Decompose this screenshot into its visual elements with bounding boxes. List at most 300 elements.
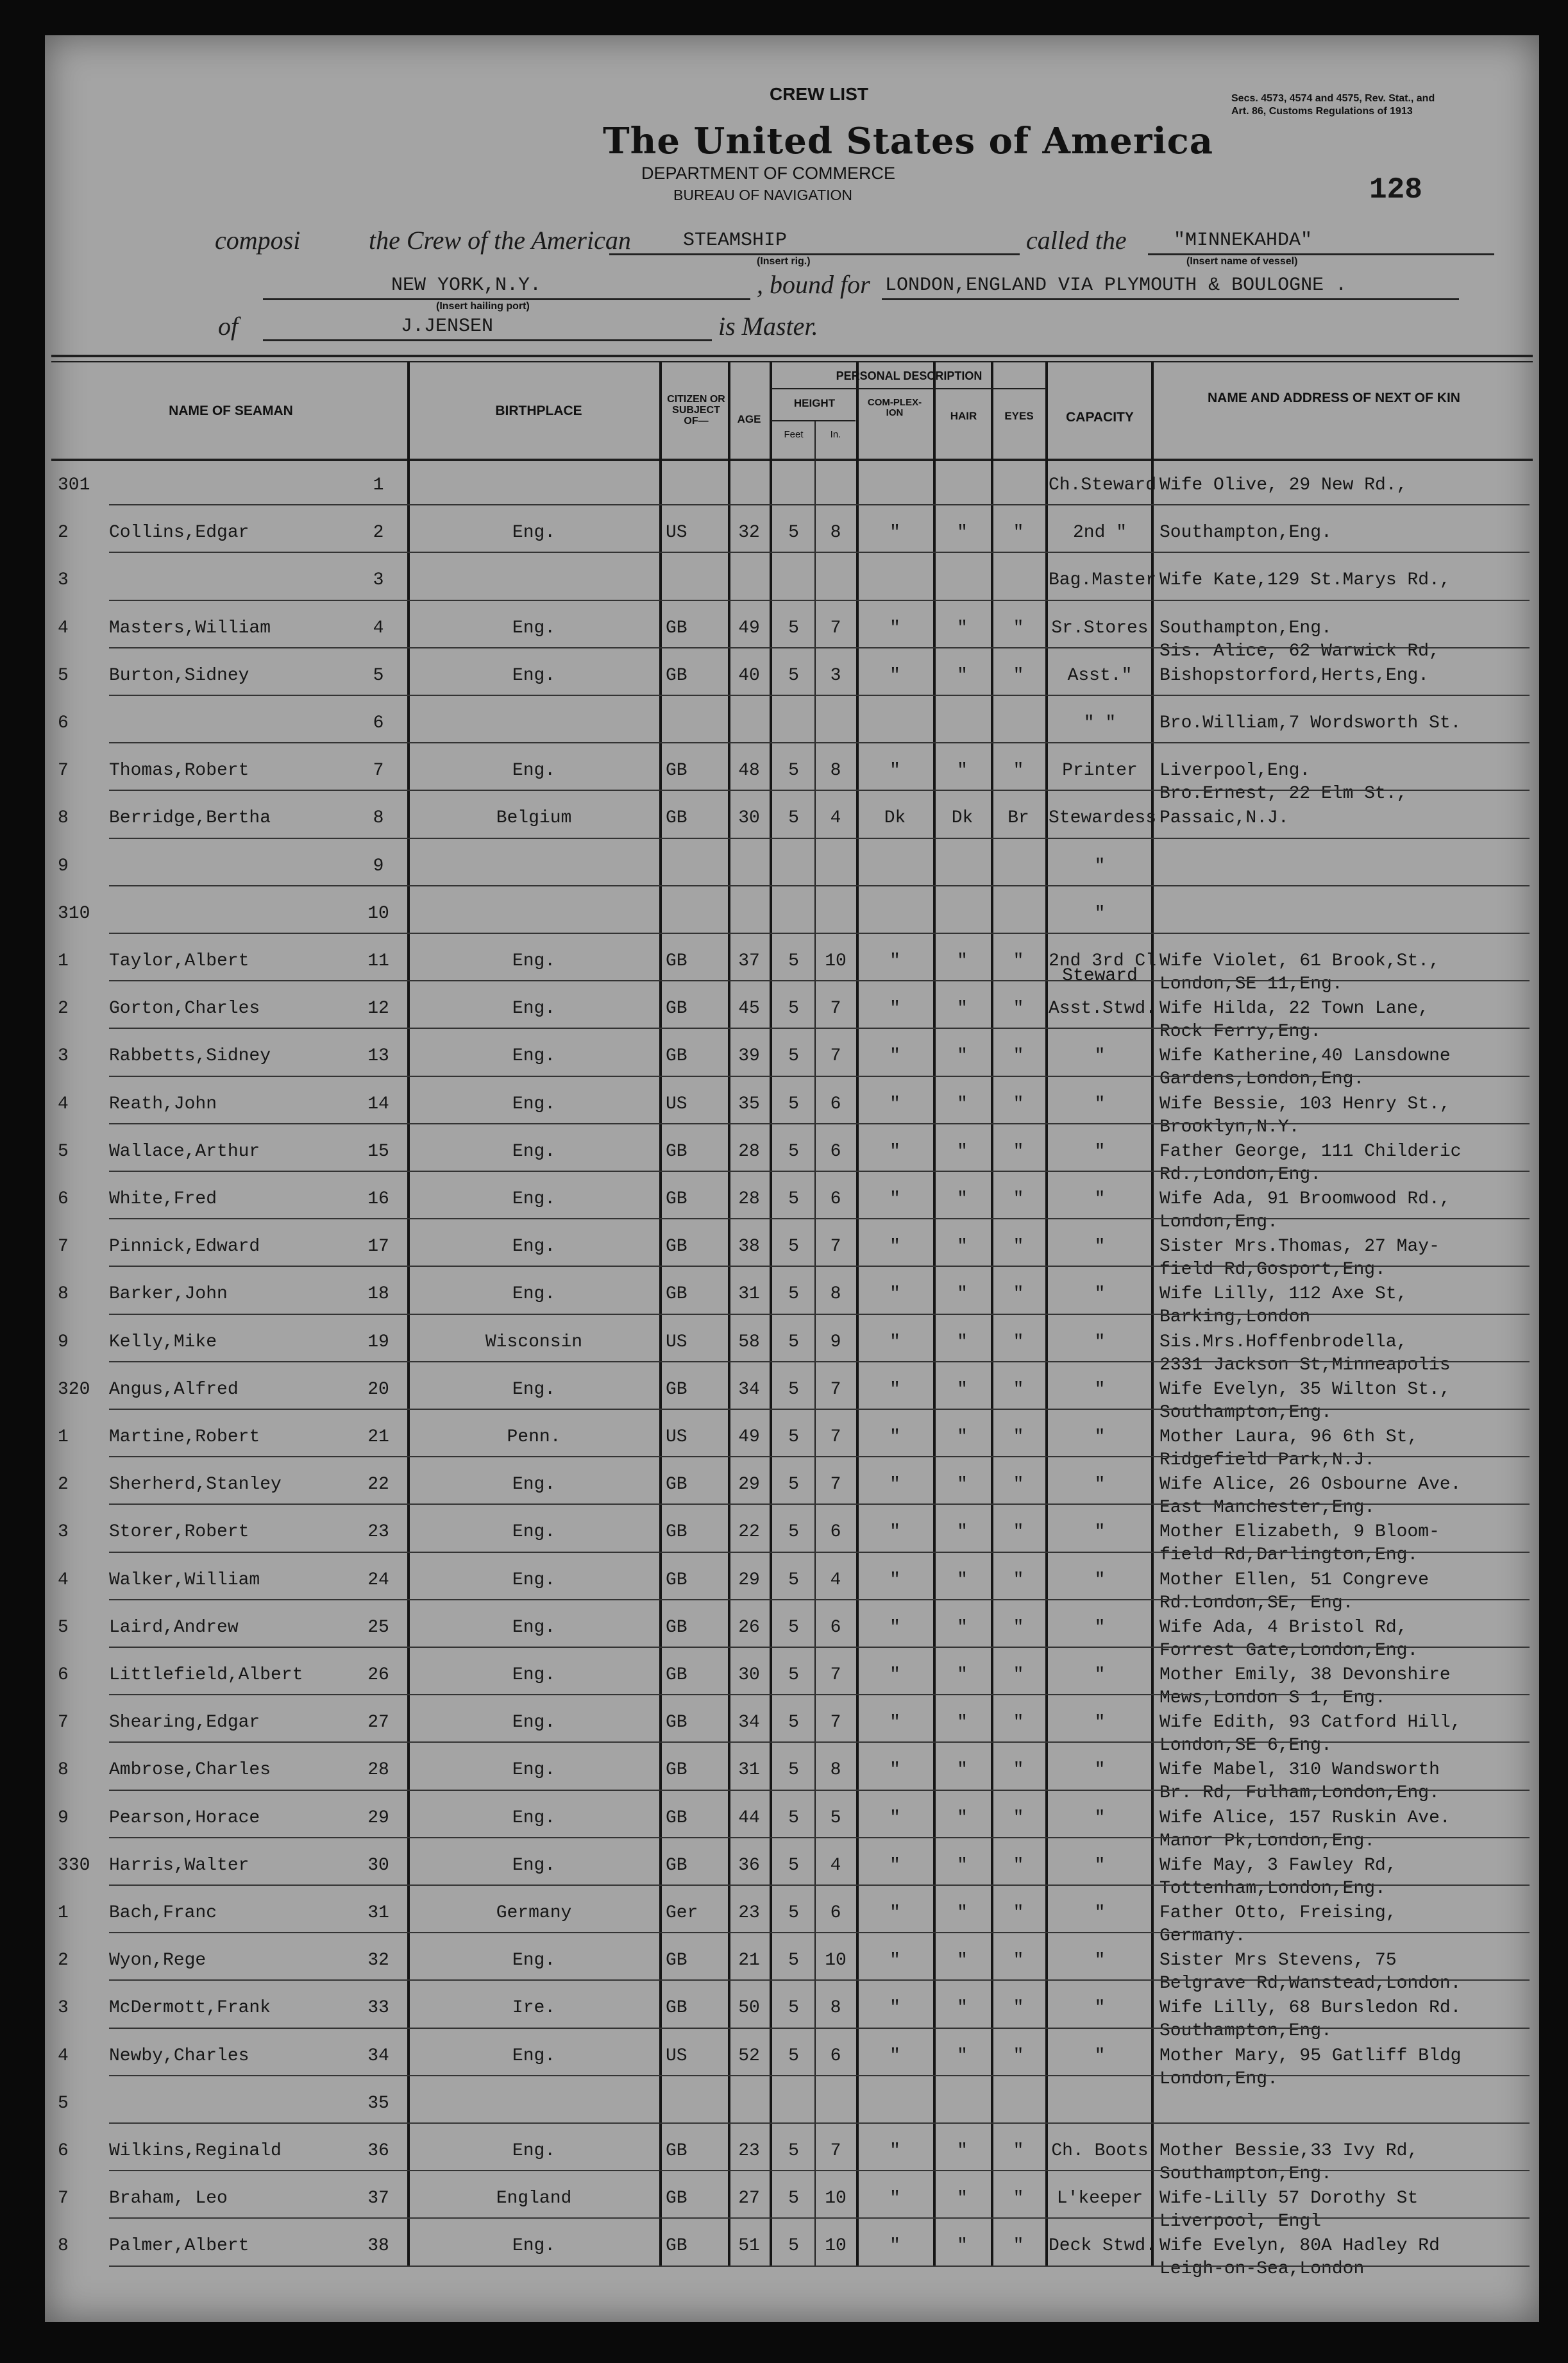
rig-note: (Insert rig.) <box>757 256 811 267</box>
seaman-name: Barker,John <box>109 1284 228 1305</box>
capacity: L'keeper <box>1056 2189 1143 2209</box>
row-prefix: 2 <box>58 1951 69 1971</box>
age: 39 <box>738 1046 760 1067</box>
seaman-name: Collins,Edgar <box>109 523 249 543</box>
row-number: 27 <box>367 1713 389 1733</box>
page-number: 128 <box>1369 173 1422 207</box>
birthplace: Eng. <box>512 1570 556 1590</box>
hair: " <box>957 1475 968 1495</box>
next-of-kin-line: Br. Rd, Fulham,London,Eng. <box>1159 1783 1440 1804</box>
hair: " <box>957 1665 968 1685</box>
hair: " <box>957 1379 968 1400</box>
table-row <box>45 462 1539 509</box>
crew-list-sheet <box>45 35 1539 2322</box>
next-of-kin-line: field Rd,Darlington,Eng. <box>1159 1545 1419 1566</box>
age: 48 <box>738 761 760 781</box>
capacity: " <box>1094 1427 1106 1447</box>
birthplace: Eng. <box>512 1094 556 1114</box>
table-row <box>45 1842 1539 1899</box>
eyes: " <box>1013 1094 1024 1114</box>
age: 29 <box>738 1475 760 1495</box>
row-number: 35 <box>367 2093 389 2113</box>
next-of-kin-line: Mother Ellen, 51 Congreve <box>1159 1570 1429 1590</box>
row-number: 5 <box>373 665 384 686</box>
capacity: " <box>1094 1903 1106 1923</box>
citizen-of: GB <box>666 1475 687 1495</box>
age: 32 <box>738 523 760 543</box>
age: 49 <box>738 618 760 638</box>
height-feet: 5 <box>788 1760 799 1781</box>
table-row <box>45 890 1539 938</box>
row-number: 36 <box>367 2141 389 2161</box>
height-inches: 7 <box>830 1427 841 1447</box>
citizen-of: GB <box>666 1808 687 1828</box>
complexion: " <box>889 1951 900 1971</box>
height-inches: 6 <box>830 1189 841 1209</box>
seaman-name: Walker,William <box>109 1570 260 1590</box>
table-row <box>45 1890 1539 1946</box>
row-prefix: 7 <box>58 761 69 781</box>
row-number: 9 <box>373 856 384 876</box>
row-number: 3 <box>373 570 384 591</box>
capacity: " <box>1094 903 1106 924</box>
eyes: " <box>1013 1237 1024 1257</box>
next-of-kin-line: Bishopstorford,Herts,Eng. <box>1159 665 1429 686</box>
complexion: " <box>889 1237 900 1257</box>
next-of-kin-line: Wife Lilly, 68 Bursledon Rd. <box>1159 1998 1462 2019</box>
birthplace: Eng. <box>512 1141 556 1162</box>
capacity: " <box>1094 1665 1106 1685</box>
height-inches: 6 <box>830 1617 841 1638</box>
seaman-name <box>109 557 385 604</box>
row-number: 7 <box>373 761 384 781</box>
citizen-of: US <box>666 1094 687 1114</box>
eyes: " <box>1013 1855 1024 1876</box>
row-number: 23 <box>367 1522 389 1543</box>
seaman-name: Littlefield,Albert <box>109 1665 303 1685</box>
table-row <box>45 1699 1539 1756</box>
complexion <box>858 890 932 938</box>
seaman-name: Masters,William <box>109 618 271 638</box>
row-prefix: 9 <box>58 1332 69 1352</box>
height-feet: 5 <box>788 1284 799 1305</box>
capacity: 2nd " <box>1072 523 1127 543</box>
next-of-kin-line: Rd.London,SE, Eng. <box>1159 1593 1354 1613</box>
row-number: 29 <box>367 1808 389 1828</box>
next-of-kin-line: Wife Evelyn, 35 Wilton St., <box>1159 1379 1451 1400</box>
eyes: " <box>1013 1903 1024 1923</box>
height-inches: 7 <box>830 1665 841 1685</box>
citizen-of: GB <box>666 1665 687 1685</box>
table-row <box>45 1081 1539 1137</box>
height-feet: 5 <box>788 1998 799 2019</box>
table-row <box>45 605 1539 661</box>
birthplace: Eng. <box>512 2141 556 2161</box>
complexion: " <box>889 2236 900 2257</box>
hair: " <box>957 2045 968 2066</box>
row-prefix: 3 <box>58 1998 69 2019</box>
age: 34 <box>738 1379 760 1400</box>
height-feet: 5 <box>788 1141 799 1162</box>
seaman-name: Wallace,Arthur <box>109 1141 260 1162</box>
birthplace <box>410 700 657 747</box>
capacity: " <box>1094 1094 1106 1114</box>
table-row <box>45 2175 1539 2232</box>
citizen-of: GB <box>666 999 687 1019</box>
next-of-kin-line: Leigh-on-Sea,London <box>1159 2259 1365 2280</box>
age: 31 <box>738 1760 760 1781</box>
height-feet: 5 <box>788 1665 799 1685</box>
age <box>730 557 768 604</box>
table-row <box>45 2033 1539 2089</box>
age: 27 <box>738 2189 760 2209</box>
next-of-kin-line: Liverpool,Eng. <box>1159 761 1311 781</box>
is-master-label: is Master. <box>718 312 818 341</box>
vessel-rig: STEAMSHIP <box>683 230 788 251</box>
complexion: Dk <box>884 808 906 829</box>
next-of-kin-line: Father Otto, Freising, <box>1159 1903 1397 1923</box>
height-inches: 7 <box>830 1046 841 1067</box>
next-of-kin-line: Sis. Alice, 62 Warwick Rd, <box>1159 641 1440 661</box>
capacity: " <box>1094 1760 1106 1781</box>
complexion: " <box>889 618 900 638</box>
height-inches: 6 <box>830 1522 841 1543</box>
capacity: Bag.Master <box>1049 570 1157 591</box>
next-of-kin-line: Wife Kate,129 St.Marys Rd., <box>1159 570 1451 591</box>
hair <box>935 890 990 938</box>
age: 49 <box>738 1427 760 1447</box>
citizen-of: GB <box>666 1617 687 1638</box>
capacity: 2nd 3rd Cl <box>1049 951 1157 971</box>
citizen-of: GB <box>666 1713 687 1733</box>
height-inches: 6 <box>830 1903 841 1923</box>
height-inches: 8 <box>830 1760 841 1781</box>
next-of-kin-line: London,SE 6,Eng. <box>1159 1736 1332 1756</box>
table-row <box>45 509 1539 557</box>
col-complexion: COM-PLEX-ION <box>867 397 922 418</box>
capacity: " <box>1094 1951 1106 1971</box>
next-of-kin-line: Mother Laura, 96 6th St, <box>1159 1427 1419 1447</box>
col-feet: Feet <box>784 429 804 440</box>
citizen-of: Ger <box>666 1903 698 1923</box>
height-feet: 5 <box>788 808 799 829</box>
row-number: 30 <box>367 1855 389 1876</box>
row-prefix: 3 <box>58 570 69 591</box>
birthplace: Ire. <box>512 1998 556 2019</box>
seaman-name <box>109 890 385 938</box>
age: 38 <box>738 1237 760 1257</box>
eyes: " <box>1013 1046 1024 1067</box>
age: 40 <box>738 665 760 686</box>
row-number: 2 <box>373 523 384 543</box>
complexion: " <box>889 761 900 781</box>
col-hair: HAIR <box>950 410 977 422</box>
complexion: " <box>889 1475 900 1495</box>
hair: " <box>957 951 968 971</box>
row-number: 12 <box>367 999 389 1019</box>
next-of-kin-line: Mews,London S 1, Eng. <box>1159 1688 1386 1708</box>
seaman-name: Ambrose,Charles <box>109 1760 271 1781</box>
height-inches: 10 <box>825 951 847 971</box>
eyes <box>993 2080 1044 2128</box>
hair: " <box>957 1237 968 1257</box>
table-row <box>45 2080 1539 2128</box>
birthplace: Eng. <box>512 1855 556 1876</box>
eyes <box>993 557 1044 604</box>
birthplace: Eng. <box>512 665 556 686</box>
table-row <box>45 1985 1539 2042</box>
complexion: " <box>889 2141 900 2161</box>
age <box>730 700 768 747</box>
seaman-name: Thomas,Robert <box>109 761 249 781</box>
age: 36 <box>738 1855 760 1876</box>
row-prefix: 6 <box>58 713 69 733</box>
row-prefix: 5 <box>58 2093 69 2113</box>
row-number: 37 <box>367 2189 389 2209</box>
table-row <box>45 1795 1539 1851</box>
height-feet: 5 <box>788 1808 799 1828</box>
citizen-of: GB <box>666 618 687 638</box>
row-number: 15 <box>367 1141 389 1162</box>
height-feet: 5 <box>788 1570 799 1590</box>
master-name: J.JENSEN <box>401 316 494 337</box>
table-row <box>45 1176 1539 1232</box>
citizen-of: GB <box>666 951 687 971</box>
complexion: " <box>889 1903 900 1923</box>
capacity: " <box>1094 1379 1106 1400</box>
citizen-of: GB <box>666 665 687 686</box>
row-number: 38 <box>367 2236 389 2257</box>
height-inches: 7 <box>830 1237 841 1257</box>
height-feet: 5 <box>788 1903 799 1923</box>
citizen-of: GB <box>666 1046 687 1067</box>
birthplace: Eng. <box>512 2236 556 2257</box>
age <box>730 2080 768 2128</box>
hair: " <box>957 1617 968 1638</box>
height-inches <box>816 843 855 890</box>
birthplace: Eng. <box>512 1951 556 1971</box>
eyes <box>993 700 1044 747</box>
birthplace: Eng. <box>512 1665 556 1685</box>
hair: " <box>957 1046 968 1067</box>
age: 30 <box>738 1665 760 1685</box>
row-number: 13 <box>367 1046 389 1067</box>
height-inches: 8 <box>830 1284 841 1305</box>
seaman-name: Shearing,Edgar <box>109 1713 260 1733</box>
row-prefix: 8 <box>58 2236 69 2257</box>
eyes: " <box>1013 1951 1024 1971</box>
row-number: 8 <box>373 808 384 829</box>
complexion: " <box>889 1141 900 1162</box>
table-row <box>45 1557 1539 1613</box>
seaman-name: Gorton,Charles <box>109 999 260 1019</box>
height-inches: 7 <box>830 1713 841 1733</box>
bureau-line: BUREAU OF NAVIGATION <box>673 187 853 203</box>
eyes: " <box>1013 2141 1024 2161</box>
hair: " <box>957 665 968 686</box>
table-row <box>45 1652 1539 1708</box>
department-line: DEPARTMENT OF COMMERCE <box>641 164 896 183</box>
height-feet: 5 <box>788 1427 799 1447</box>
seaman-name: Wilkins,Reginald <box>109 2141 282 2161</box>
age: 34 <box>738 1713 760 1733</box>
next-of-kin-line: Southampton,Eng. <box>1159 2021 1332 2042</box>
bound-for-label: , bound for <box>757 270 870 299</box>
birthplace: Eng. <box>512 1046 556 1067</box>
age: 21 <box>738 1951 760 1971</box>
height-feet: 5 <box>788 1189 799 1209</box>
capacity: Deck Stwd. <box>1049 2236 1157 2257</box>
eyes: " <box>1013 1760 1024 1781</box>
next-of-kin-line: Wife Mabel, 310 Wandsworth <box>1159 1760 1440 1781</box>
col-personal-description: PERSONAL DESCRIPTION <box>836 369 982 382</box>
birthplace: Eng. <box>512 1713 556 1733</box>
seaman-name <box>109 700 385 747</box>
capacity: " <box>1094 1475 1106 1495</box>
birthplace: Eng. <box>512 618 556 638</box>
birthplace <box>410 557 657 604</box>
line1-text: the Crew of the American <box>369 226 631 255</box>
row-prefix: 6 <box>58 2141 69 2161</box>
seaman-name: Laird,Andrew <box>109 1617 239 1638</box>
row-number: 21 <box>367 1427 389 1447</box>
hair: Dk <box>951 808 974 829</box>
row-number: 25 <box>367 1617 389 1638</box>
table-row <box>45 700 1539 747</box>
complexion: " <box>889 1808 900 1828</box>
capacity <box>1049 2080 1151 2128</box>
line3-prefix: of <box>218 312 239 341</box>
row-prefix: 3 <box>58 1522 69 1543</box>
height-feet: 5 <box>788 618 799 638</box>
next-of-kin-line: Rock Ferry,Eng. <box>1159 1022 1322 1042</box>
height-inches: 6 <box>830 2045 841 2066</box>
height-inches: 10 <box>825 1951 847 1971</box>
next-of-kin-line: London,Eng. <box>1159 1212 1278 1232</box>
next-of-kin-line: Wife Evelyn, 80A Hadley Rd <box>1159 2236 1440 2257</box>
hair: " <box>957 1284 968 1305</box>
age: 28 <box>738 1141 760 1162</box>
birthplace: Penn. <box>507 1427 561 1447</box>
row-prefix: 4 <box>58 2045 69 2066</box>
seaman-name <box>109 843 385 890</box>
seaman-name: Storer,Robert <box>109 1522 249 1543</box>
table-row <box>45 1509 1539 1566</box>
height-feet: 5 <box>788 1094 799 1114</box>
seaman-name: Kelly,Mike <box>109 1332 217 1352</box>
complexion: " <box>889 665 900 686</box>
capacity: " <box>1094 1713 1106 1733</box>
height-inches <box>816 557 855 604</box>
table-row <box>45 1604 1539 1661</box>
next-of-kin-line: Sis.Mrs.Hoffenbrodella, <box>1159 1332 1408 1352</box>
height-feet <box>773 700 814 747</box>
next-of-kin-line: Wife Edith, 93 Catford Hill, <box>1159 1713 1462 1733</box>
height-inches: 4 <box>830 808 841 829</box>
eyes: " <box>1013 2236 1024 2257</box>
hair: " <box>957 1808 968 1828</box>
next-of-kin-line: Southampton,Eng. <box>1159 523 1332 543</box>
hair <box>935 843 990 890</box>
capacity: " <box>1094 2045 1106 2066</box>
table-row <box>45 2128 1539 2184</box>
next-of-kin-line: Sister Mrs Stevens, 75 <box>1159 1951 1397 1971</box>
age: 45 <box>738 999 760 1019</box>
eyes: " <box>1013 665 1024 686</box>
row-prefix: 5 <box>58 665 69 686</box>
age: 37 <box>738 951 760 971</box>
capacity: Sr.Stores <box>1051 618 1149 638</box>
next-of-kin-line: London,Eng. <box>1159 2069 1278 2089</box>
hair <box>935 700 990 747</box>
table-row <box>45 1366 1539 1423</box>
complexion: " <box>889 1617 900 1638</box>
citizen-of: GB <box>666 1760 687 1781</box>
citizen-of: GB <box>666 1141 687 1162</box>
hair: " <box>957 1855 968 1876</box>
hair: " <box>957 1760 968 1781</box>
height-feet: 5 <box>788 1855 799 1876</box>
eyes: " <box>1013 761 1024 781</box>
height-inches: 9 <box>830 1332 841 1352</box>
height-inches: 4 <box>830 1855 841 1876</box>
table-row <box>45 1319 1539 1375</box>
height-feet <box>773 557 814 604</box>
col-next-of-kin: NAME AND ADDRESS OF NEXT OF KIN <box>1208 391 1460 405</box>
next-of-kin-line: Wife Katherine,40 Lansdowne <box>1159 1046 1451 1067</box>
capacity: " <box>1094 1237 1106 1257</box>
next-of-kin-line: Bro.William,7 Wordsworth St. <box>1159 713 1462 733</box>
capacity: " <box>1094 1570 1106 1590</box>
next-of-kin-line: Rd.,London,Eng. <box>1159 1164 1322 1185</box>
hair: " <box>957 1332 968 1352</box>
next-of-kin-line: Wife Alice, 26 Osbourne Ave. <box>1159 1475 1462 1495</box>
height-feet: 5 <box>788 2189 799 2209</box>
age: 23 <box>738 1903 760 1923</box>
statute-line-1: Secs. 4573, 4574 and 4575, Rev. Stat., and <box>1231 93 1435 104</box>
citizen-of: US <box>666 1332 687 1352</box>
height-inches: 8 <box>830 523 841 543</box>
next-of-kin-line: Mother Bessie,33 Ivy Rd, <box>1159 2141 1419 2161</box>
table-row <box>45 938 1539 994</box>
table-row <box>45 1128 1539 1185</box>
col-citizen: CITIZEN OR SUBJECT OF— <box>667 394 725 427</box>
citizen-of: US <box>666 523 687 543</box>
citizen-of: GB <box>666 1522 687 1543</box>
hair: " <box>957 761 968 781</box>
capacity: " " <box>1083 713 1117 733</box>
citizen-of: GB <box>666 1951 687 1971</box>
seaman-name: Pearson,Horace <box>109 1808 260 1828</box>
table-row <box>45 1461 1539 1518</box>
age: 44 <box>738 1808 760 1828</box>
row-number: 16 <box>367 1189 389 1209</box>
birthplace: Eng. <box>512 761 556 781</box>
hair <box>935 2080 990 2128</box>
capacity: " <box>1094 1141 1106 1162</box>
height-feet: 5 <box>788 2236 799 2257</box>
row-prefix: 3 <box>58 1046 69 1067</box>
seaman-name: Rabbetts,Sidney <box>109 1046 271 1067</box>
height-feet: 5 <box>788 999 799 1019</box>
row-number: 28 <box>367 1760 389 1781</box>
row-number: 32 <box>367 1951 389 1971</box>
eyes: " <box>1013 1998 1024 2019</box>
eyes: " <box>1013 1427 1024 1447</box>
next-of-kin-line: Mother Mary, 95 Gatliff Bldg <box>1159 2045 1462 2066</box>
capacity: " <box>1094 1284 1106 1305</box>
height-feet <box>773 843 814 890</box>
